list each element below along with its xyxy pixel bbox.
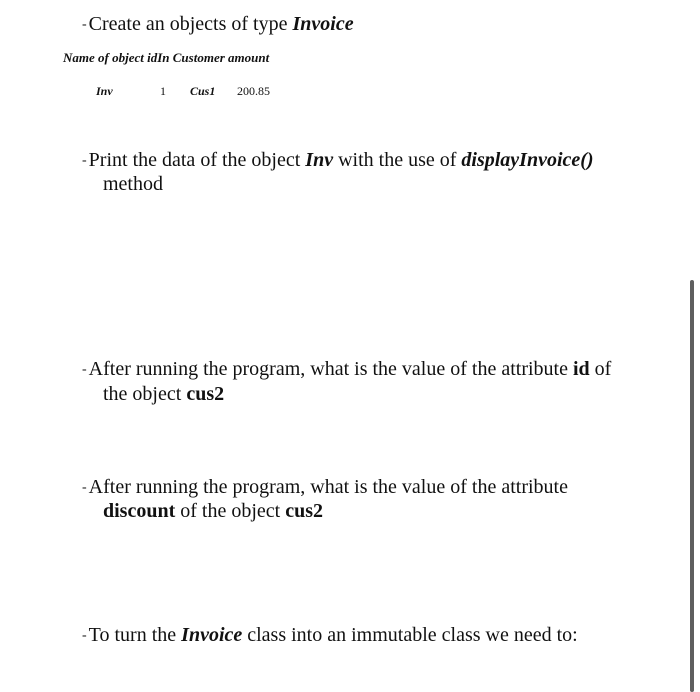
q4-text-a: After running the program, what is the value of the attribute <box>88 476 568 498</box>
bullet-dash: - <box>82 628 87 643</box>
q4-line2-text: of the object <box>175 500 286 522</box>
cell-amount: 200.85 <box>237 84 270 98</box>
q3-text-b: of <box>589 358 612 380</box>
cell-customer: Cus1 <box>190 84 216 98</box>
question-immutable-class <box>82 623 578 650</box>
question-create-object <box>82 12 354 39</box>
q3-line2-text: the object <box>103 383 187 405</box>
q3-text-a: After running the program, what is the value of the attribute <box>88 358 573 380</box>
q2-line2: method <box>103 173 163 195</box>
q3-object: cus2 <box>186 383 225 405</box>
q4-line2 <box>103 499 323 523</box>
q2-method: displayInvoice() <box>461 149 594 171</box>
q4-object: cus2 <box>285 500 324 522</box>
q3-line2 <box>103 382 224 406</box>
question-attribute-id <box>82 357 611 384</box>
q2-object: Inv <box>305 149 334 171</box>
q3-attr: id <box>572 358 590 380</box>
q5-text-b: class into an immutable class we need to: <box>242 624 578 646</box>
bullet-dash: - <box>82 480 87 495</box>
table-header: Name of object idIn Customer amount <box>63 50 270 65</box>
question-attribute-discount <box>82 475 568 502</box>
q4-attr: discount <box>103 500 176 522</box>
q5-class-name: Invoice <box>181 624 243 646</box>
bullet-dash: - <box>82 362 87 377</box>
question-print-data <box>82 148 594 175</box>
q1-class-name: Invoice <box>292 13 354 35</box>
q1-text: Create an objects of type <box>88 13 293 35</box>
cell-id: 1 <box>160 84 166 98</box>
bullet-dash: - <box>82 17 87 32</box>
q2-text-b: with the use of <box>333 149 462 171</box>
bullet-dash: - <box>82 153 87 168</box>
vertical-scrollbar[interactable] <box>690 280 694 692</box>
cell-object-name: Inv <box>96 84 113 98</box>
q5-text-a: To turn the <box>88 624 182 646</box>
q2-text-a: Print the data of the object <box>88 149 306 171</box>
